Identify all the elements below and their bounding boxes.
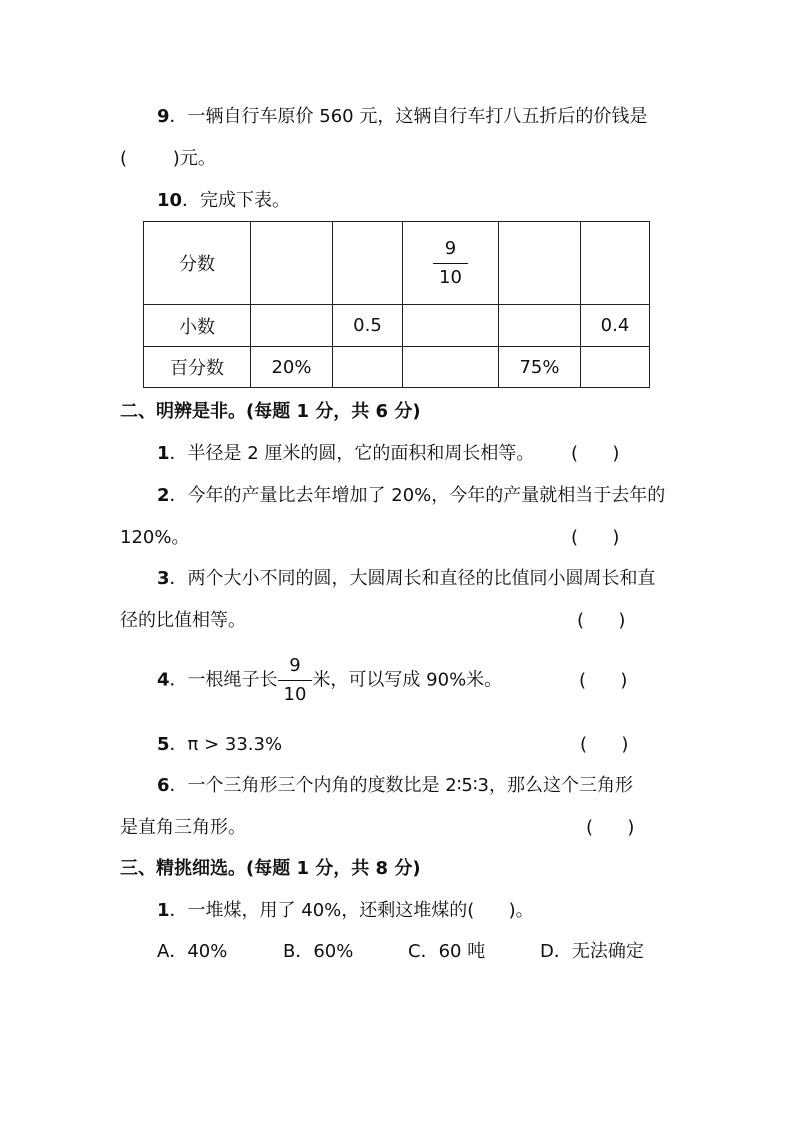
s3-q1-option-c: C．60 吨 — [408, 941, 486, 962]
s2-q3-answer-paren: ( ) — [577, 610, 626, 631]
table-row-decimal — [144, 305, 650, 347]
s3-q1-option-a: A．40% — [157, 941, 228, 962]
table-cell-fraction — [403, 222, 499, 305]
q10-number: 10 — [157, 190, 183, 211]
row-header-fraction: 分数 — [144, 222, 251, 305]
section3-title: 三、精挑细选。(每题 1 分，共 8 分) — [120, 858, 421, 879]
q9-number: 9 — [157, 106, 170, 127]
s2-q2-number: 2 — [157, 485, 170, 506]
table-cell — [499, 305, 581, 347]
conversion-table — [143, 221, 650, 388]
table-cell — [251, 222, 333, 305]
s2-q3-continuation: 径的比值相等。 — [120, 610, 246, 631]
table-cell: 20% — [251, 347, 333, 388]
s3-q1-text: ．一堆煤，用了 40%，还剩这堆煤的( )。 — [169, 900, 534, 921]
fraction-nine-tenths — [433, 238, 468, 289]
table-cell — [403, 305, 499, 347]
table-cell — [403, 347, 499, 388]
q9-text: ．一辆自行车原价 560 元，这辆自行车打八五折后的价钱是 — [169, 106, 648, 127]
table-cell: 0.5 — [333, 305, 403, 347]
table-cell — [333, 347, 403, 388]
s2-q3-number: 3 — [157, 568, 170, 589]
s2-q3-line — [157, 567, 656, 591]
table-cell — [581, 222, 650, 305]
table-cell — [581, 347, 650, 388]
s2-q3-text: ．两个大小不同的圆，大圆周长和直径的比值同小圆周长和直 — [169, 568, 656, 589]
fraction-denominator: 10 — [439, 266, 462, 288]
table-row-fraction — [144, 222, 650, 305]
fraction-bar — [278, 680, 313, 681]
s2-q5-number: 5 — [157, 734, 170, 755]
s2-q4-text-b: 米，可以写成 90%米。 — [312, 669, 503, 691]
s2-q6-answer-paren: ( ) — [586, 817, 635, 838]
table-cell — [333, 222, 403, 305]
s2-q2-continuation: 120%。 — [120, 527, 190, 548]
q9-continuation: ( )元。 — [120, 148, 216, 169]
s2-q4-line — [157, 655, 502, 706]
s2-q1-number: 1 — [157, 443, 170, 464]
q9-line — [157, 105, 647, 129]
s2-q6-line — [157, 774, 633, 798]
s2-q5-answer-paren: ( ) — [580, 734, 629, 755]
table-cell — [251, 305, 333, 347]
q10-line — [157, 189, 290, 213]
row-header-percent: 百分数 — [144, 347, 251, 388]
table-cell: 75% — [499, 347, 581, 388]
s2-q2-line — [157, 484, 665, 508]
s3-q1-line — [157, 899, 534, 923]
fraction-numerator: 9 — [289, 655, 301, 676]
s2-q1-line — [157, 442, 534, 466]
s2-q4-fraction — [278, 655, 313, 706]
table-cell — [499, 222, 581, 305]
s3-q1-option-b: B．60% — [283, 941, 354, 962]
s2-q1-text: ．半径是 2 厘米的圆，它的面积和周长相等。 — [169, 443, 535, 464]
s2-q6-text: ．一个三角形三个内角的度数比是 2∶5∶3，那么这个三角形 — [169, 775, 633, 796]
s3-q1-option-d: D．无法确定 — [540, 941, 644, 962]
s2-q4-answer-paren: ( ) — [579, 670, 628, 691]
q10-text: ．完成下表。 — [182, 190, 291, 211]
fraction-bar — [433, 263, 468, 264]
table-cell: 0.4 — [581, 305, 650, 347]
s3-q1-number: 1 — [157, 900, 170, 921]
s2-q2-text: ．今年的产量比去年增加了 20%，今年的产量就相当于去年的 — [169, 485, 666, 506]
s2-q4-text-a: ．一根绳子长 — [169, 669, 278, 691]
s2-q1-answer-paren: ( ) — [571, 443, 620, 464]
s2-q6-number: 6 — [157, 775, 170, 796]
s2-q5-text: ．π > 33.3% — [169, 734, 283, 755]
s2-q4-number: 4 — [157, 669, 170, 691]
s2-q5-line — [157, 733, 282, 757]
fraction-denominator: 10 — [283, 684, 307, 705]
section2-title: 二、明辨是非。(每题 1 分，共 6 分) — [120, 401, 421, 422]
s2-q2-answer-paren: ( ) — [571, 527, 620, 548]
fraction-numerator: 9 — [444, 237, 457, 259]
s2-q6-continuation: 是直角三角形。 — [120, 817, 246, 838]
table-row-percent — [144, 347, 650, 388]
row-header-decimal: 小数 — [144, 305, 251, 347]
